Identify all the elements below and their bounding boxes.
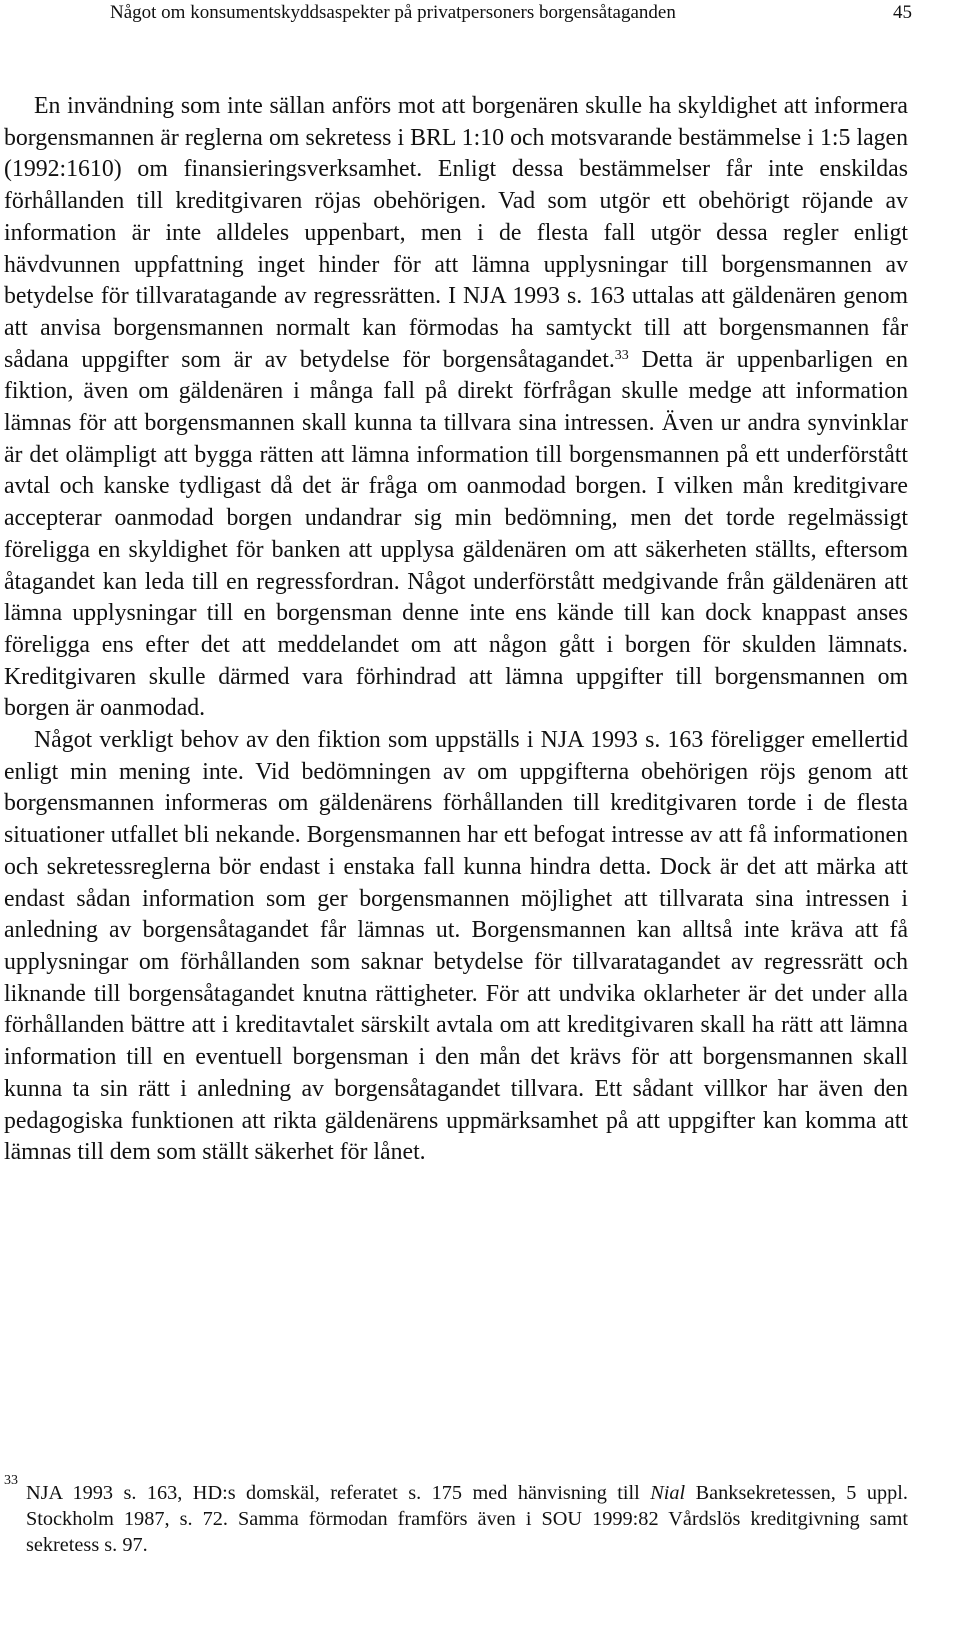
footnote-text-start: NJA 1993 s. 163, HD:s domskäl, referatet s. 175 med hänvisning till [26, 1482, 651, 1504]
footnote-text-end: Banksekretessen, 5 uppl. Stockholm 1987, s. 72. Samma förmodan framförs även i SOU 1999:82 Vårdslös kreditgivning samt sekretess s. 97. [26, 1482, 908, 1556]
footnote-text [4, 1480, 908, 1558]
page-number: 45 [893, 2, 912, 23]
paragraph-1-text: En invändning som inte sällan anförs mot att borgenären skulle ha skyldighet att informera borgensmannen är reglerna om sekretess i BRL 1:10 och motsvarande bestämmelse i 1:5 lagen (1992:1610) om finansieringsverksamhet. Enligt dessa bestämmelser får inte enskildas förhållanden till kreditgivaren röjas obehörigen. Vad som utgör ett obehörigt röjande av information är inte alldeles uppenbart, men i de flesta fall utgör dessa regler enligt hävdvunnen uppfattning inget hinder för att lämna upplysningar till borgensmannen av betydelse för tillvaratagande av regressrätten. I NJA 1993 s. 163 uttalas att gäldenären genom att anvisa borgensmannen normalt kan förmodas ha samtyckt till att borgensmannen får sådana uppgifter som är av betydelse för borgensåtagandet. [4, 93, 908, 373]
paragraph-1-continued: Detta är uppenbarligen en fiktion, även om gäldenären i många fall på direkt förfrågan skulle medge att information lämnas för att borgensmannen skall kunna ta tillvara sina intressen. Även ur andra synvinklar är det olämpligt att bygga rätten att lämna information till borgensmannen på ett underförstått avtal och kanske tydligast då det är fråga om oanmodad borgen. I vilken mån kreditgivare accepterar oanmodad borgen undandrar sig min bedömning, men det torde regelmässigt föreligga en skyldighet för banken att upplysa gäldenären om att säkerheten ställts, eftersom åtagandet kan leda till en regressfordran. Något underförstått medgivande från gäldenären att lämna upplysningar till en borgensman denne inte ens kände till kan dock knappast anses föreligga ens efter det att meddelandet om att någon gått i borgen för skulden lämnats. Kreditgivaren skulle därmed vara förhindrad att lämna uppgifter till borgensmannen om borgen är oanmodad. [4, 346, 909, 722]
running-title: Något om konsumentskyddsaspekter på privatpersoners borgensåtaganden [110, 2, 676, 23]
footnote-reference: 33 [614, 347, 629, 363]
footnote-number: 33 [4, 1473, 18, 1488]
body-text [4, 91, 908, 1169]
paragraph-1 [4, 91, 908, 725]
footnote [4, 1473, 908, 1558]
running-header [0, 0, 960, 32]
paragraph-2: Något verkligt behov av den fiktion som uppställs i NJA 1993 s. 163 föreligger emellertid enligt min mening inte. Vid bedömningen av om uppgifterna obehörigen röjs genom att borgensmannen informeras om gäldenärens förhållanden till kreditgivaren torde i de flesta situationer utfallet bli nekande. Borgensmannen har ett befogat intresse av att få informationen och sekretessreglerna bör endast i enstaka fall kunna hindra detta. Dock är det att märka att endast sådan information som ger borgensmannen möjlighet att tillvarata sina intressen i anledning av borgensåtagandet får lämnas ut. Borgensmannen kan alltså inte kräva att få upplysningar om förhållanden som saknar betydelse för tillvaratagandet av regressrätt och liknande till borgensåtagandet knutna rättigheter. För att undvika oklarheter är det under alla förhållanden bättre att i kreditavtalet särskilt avtala om att kreditgivaren skall ha rätt att lämna information till en eventuell borgensman i den mån det krävs för att borgensmannen skall kunna ta sin rätt i anledning av borgensåtagandet tillvara. Ett sådant villkor har även den pedagogiska funktionen att rikta gäldenärens uppmärksamhet på att uppgifter kan komma att lämnas till dem som ställt säkerhet för lånet. [4, 727, 908, 1166]
footnote-cited-author: Nial [650, 1482, 686, 1504]
